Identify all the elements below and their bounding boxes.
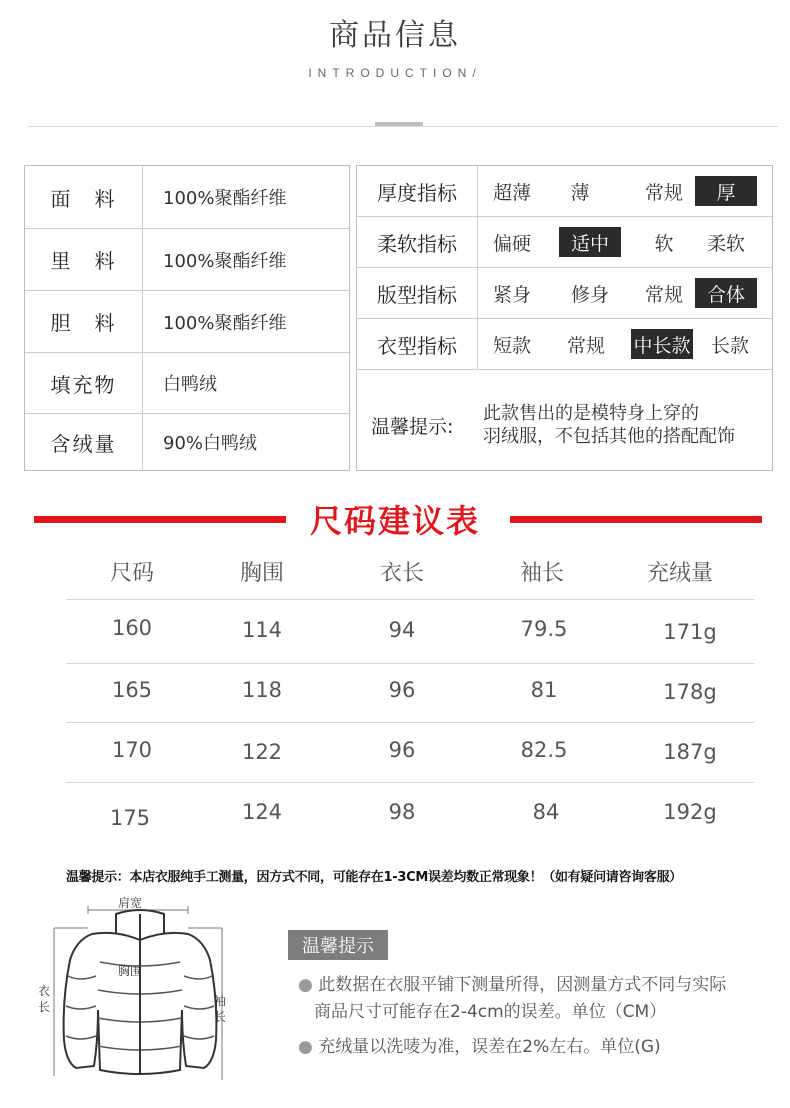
size-cell: 118: [241, 678, 283, 702]
jacket-label-length: 长: [38, 1000, 51, 1014]
warm-tip-bullet: [298, 1034, 778, 1061]
jacket-diagram: [36, 890, 246, 1090]
size-cell: 82.5: [520, 738, 568, 762]
index-option: 软: [654, 232, 674, 255]
page-subtitle: INTRODUCTION/: [308, 66, 482, 80]
materials-value: 90%白鸭绒: [163, 433, 258, 454]
index-option: 常规: [644, 283, 683, 306]
materials-row: [25, 291, 349, 353]
materials-label: 面 料: [25, 166, 143, 228]
jacket-label-sleeve: 袖: [214, 994, 227, 1008]
header-divider-mark: [375, 122, 423, 126]
size-cell: 94: [388, 618, 416, 642]
size-cell: 187g: [663, 740, 717, 764]
size-cell: 160: [111, 616, 153, 640]
size-cell: 98: [388, 800, 416, 824]
index-option: 薄: [570, 181, 590, 204]
size-row-divider: [66, 722, 754, 723]
size-row-divider: [66, 599, 754, 600]
tip-text: [483, 402, 771, 448]
size-cell: 170: [111, 738, 153, 762]
materials-value: 100%聚酯纤维: [163, 250, 287, 272]
size-cell: 96: [388, 738, 416, 762]
jacket-label-sleeve: 长: [214, 1010, 227, 1024]
index-label: 衣型指标: [357, 319, 478, 369]
materials-label: 胆 料: [25, 291, 143, 352]
materials-label: 里 料: [25, 229, 143, 290]
size-cell: 114: [241, 618, 283, 642]
index-option: 柔软: [706, 232, 745, 255]
materials-label: 填充物: [25, 353, 143, 413]
tip-box: [357, 370, 772, 470]
page-title: 商品信息: [329, 18, 461, 53]
size-cell: 81: [530, 678, 558, 702]
index-option: 常规: [566, 334, 605, 357]
measurement-note: 温馨提示：本店衣服纯手工测量，因方式不同，可能存在1-3CM误差均数正常现象！（如有疑问请咨询客服）: [66, 870, 682, 885]
materials-label: 含绒量: [25, 414, 143, 470]
size-cell: 122: [241, 740, 283, 764]
header-divider: [28, 126, 778, 127]
jacket-label-chest: 胸围: [118, 964, 143, 978]
size-cell: 124: [241, 800, 283, 824]
size-cell: 171g: [663, 620, 717, 644]
index-label: 柔软指标: [357, 217, 478, 267]
index-option: 偏硬: [492, 232, 531, 255]
jacket-label-shoulder: 肩宽: [118, 896, 143, 910]
index-option: 短款: [492, 334, 531, 357]
index-row-length: [357, 319, 772, 370]
index-label: 版型指标: [357, 268, 478, 318]
size-cell: 165: [111, 678, 153, 702]
materials-row: [25, 353, 349, 414]
materials-row: [25, 166, 349, 229]
size-row-divider: [66, 782, 754, 783]
materials-row: [25, 229, 349, 291]
warm-tip-text: 充绒量以洗唛为准，误差在2%左右。单位(G): [318, 1037, 661, 1057]
index-option: 紧身: [492, 283, 531, 306]
warm-tip-text: 商品尺寸可能存在2-4cm的误差。单位（CM）: [314, 1002, 667, 1022]
materials-table: [24, 165, 350, 471]
warm-tip-tag: 温馨提示: [288, 930, 388, 960]
index-row-thickness: [357, 166, 772, 217]
index-option-selected: 合体: [695, 278, 757, 308]
jacket-outline-icon: [36, 890, 246, 1090]
warm-tip-text: 此数据在衣服平铺下测量所得，因测量方式不同与实际: [318, 975, 727, 995]
tip-label: 温馨提示:: [371, 416, 454, 438]
materials-value: 白鸭绒: [163, 374, 217, 395]
bullet-dot-icon: ●: [298, 1037, 319, 1057]
size-cell: 192g: [663, 800, 717, 824]
size-column-header: 充绒量: [646, 561, 713, 586]
index-option-selected: 适中: [559, 227, 621, 257]
tip-line: 此款售出的是模特身上穿的: [483, 403, 699, 424]
index-label: 厚度指标: [357, 166, 478, 216]
materials-value: 100%聚酯纤维: [163, 312, 287, 334]
size-column-header: 胸围: [239, 561, 284, 586]
size-cell: 178g: [663, 680, 717, 704]
index-option: 常规: [644, 181, 683, 204]
tip-line: 羽绒服，不包括其他的搭配配饰: [483, 426, 735, 447]
index-option: 修身: [570, 283, 609, 306]
warm-tip-bullet: [298, 972, 778, 1026]
index-option: 超薄: [492, 181, 531, 204]
size-column-header: 尺码: [109, 561, 154, 586]
materials-value: 100%聚酯纤维: [163, 188, 287, 209]
indices-table: [356, 165, 773, 471]
index-row-softness: [357, 217, 772, 268]
size-column-header: 袖长: [519, 561, 564, 586]
size-cell: 175: [109, 806, 151, 830]
size-cell: 79.5: [520, 617, 568, 641]
size-chart-title: 尺码建议表: [309, 502, 480, 540]
size-cell: 84: [532, 800, 560, 824]
materials-row: [25, 414, 349, 470]
index-row-fit: [357, 268, 772, 319]
index-option-selected: 中长款: [631, 329, 693, 359]
size-row-divider: [66, 663, 754, 664]
size-column-header: 衣长: [379, 561, 424, 586]
jacket-label-length: 衣: [38, 984, 51, 998]
index-option-selected: 厚: [695, 176, 757, 206]
index-option: 长款: [710, 334, 749, 357]
bullet-dot-icon: ●: [298, 975, 319, 995]
size-cell: 96: [388, 678, 416, 702]
